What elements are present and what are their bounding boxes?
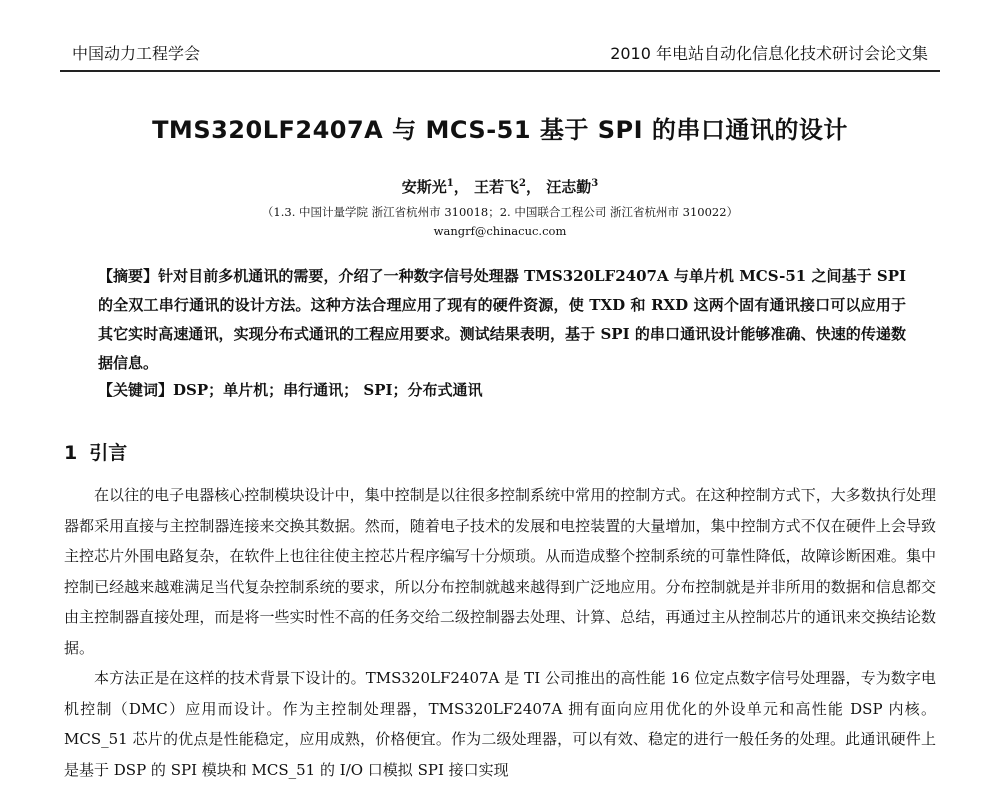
body-text <box>64 480 936 785</box>
paragraph: 在以往的电子电器核心控制模块设计中，集中控制是以往很多控制系统中常用的控制方式。在这种控制方式下，大多数执行处理器都采用直接与主控制器连接来交换其数据。然而，随着电子技术的发展和电控装置的大量增加，集中控制方式不仅在硬件上会导致主控芯片外围电路复杂，在软件上也往往使主控芯片程序编写十分烦琐。从而造成整个控制系统的可靠性降低，故障诊断困难。集中控制已经越来越难满足当代复杂控制系统的要求，所以分布控制就越来越得到广泛地应用。分布控制就是并非所用的数据和信息都交由主控制器直接处理，而是将一些实时性不高的任务交给二级控制器去处理、计算、总结，再通过主从控制芯片的通讯来交换结论数据。 <box>64 486 936 657</box>
keywords-text: DSP；单片机；串行通讯； SPI；分布式通讯 <box>173 381 483 399</box>
keywords-label: 【关键词】 <box>98 381 174 399</box>
author-name: 汪志勤 <box>546 178 592 196</box>
header-proceedings: 2010 年电站自动化信息化技术研讨会论文集 <box>610 44 928 63</box>
author-email: wangrf@chinacuc.com <box>433 224 567 238</box>
section-title: 引言 <box>89 442 128 464</box>
abstract-text: 针对目前多机通讯的需要，介绍了一种数字信号处理器 TMS320LF2407A 与单片机 MCS-51 之间基于 SPI 的全双工串行通讯的设计方法。这种方法合理应用了现有的硬件资源，使 TXD 和 RXD 这两个固有通讯接口可以应用于其它实时高速通讯，实现分布式通讯的工程应用要求。测试结果表明，基于 SPI 的串口通讯设计能够准确、快速的传递数据信息。 <box>98 267 906 372</box>
abstract <box>98 262 906 378</box>
author-name: 安斯光 <box>401 178 447 196</box>
paper-title: TMS320LF2407A 与 MCS-51 基于 SPI 的串口通讯的设计 <box>152 116 848 144</box>
author-affil-mark: 3 <box>591 178 599 189</box>
author-affil-mark: 2 <box>519 178 526 189</box>
section-heading <box>64 438 127 465</box>
author-list: 安斯光$^1$， 王若飞$^2$， 汪志勤$^3$ <box>401 178 599 196</box>
header-society: 中国动力工程学会 <box>72 44 201 63</box>
abstract-label: 【摘要】 <box>98 267 159 285</box>
section-number: 1 <box>64 442 78 464</box>
author-name: 王若飞 <box>474 178 520 196</box>
author-affil-mark: 1 <box>446 178 454 189</box>
affiliation: （1.3. 中国计量学院 浙江省杭州市 310018；2. 中国联合工程公司 浙江省杭州市 310022） <box>261 205 739 219</box>
paragraph: 本方法正是在这样的技术背景下设计的。TMS320LF2407A 是 TI 公司推出的高性能 16 位定点数字信号处理器，专为数字电机控制（DMC）应用而设计。作为主控制处理器，TMS320LF2407A 拥有面向应用优化的外设单元和高性能 DSP 内核。MCS_51 芯片的优点是性能稳定，应用成熟，价格便宜。作为二级处理器，可以有效、稳定的进行一般任务的处理。此通讯硬件上是基于 DSP 的 SPI 模块和 MCS_51 的 I/O 口模拟 SPI 接口实现 <box>64 669 936 779</box>
running-header <box>60 38 940 72</box>
keywords <box>98 376 906 404</box>
